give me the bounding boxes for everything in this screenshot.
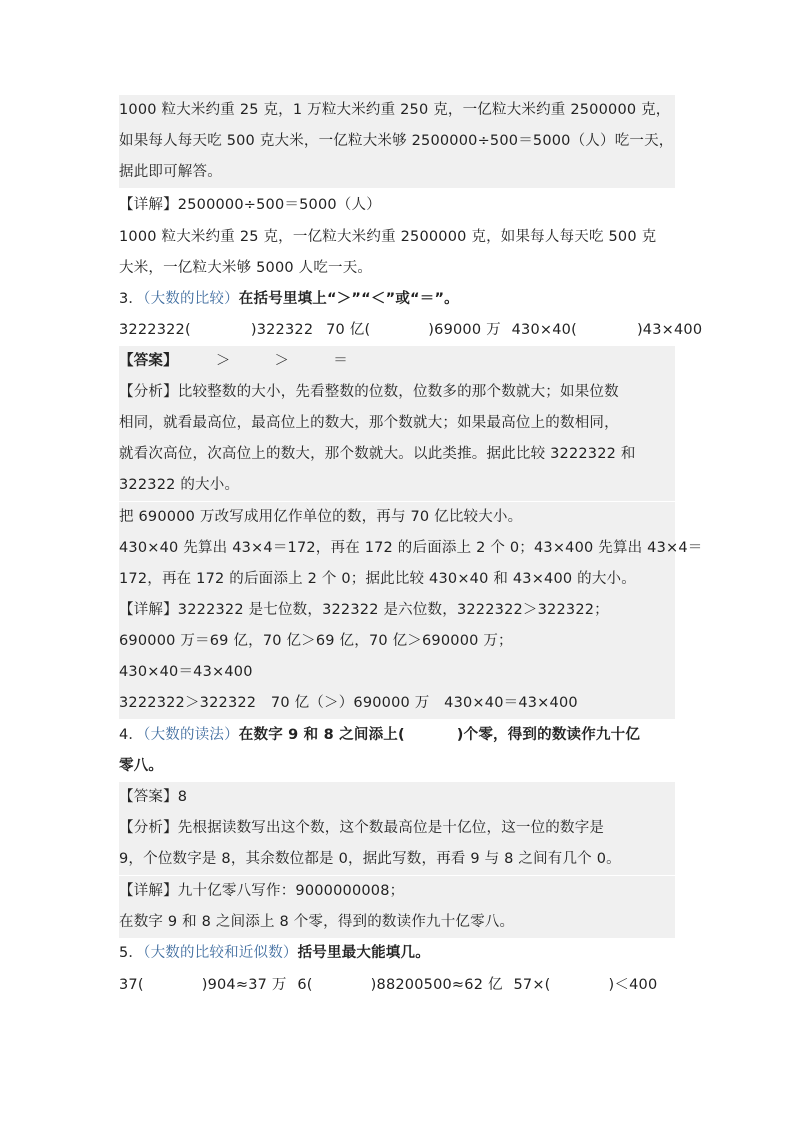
answer-label: 【答案】 [119, 353, 178, 369]
item-text: )88200500≈62 亿 [370, 977, 503, 993]
analysis-line: 【分析】比较整数的大小，先看整数的位数，位数多的那个数就大；如果位数 [119, 377, 675, 408]
topic-tag: （大数的读法） [143, 727, 239, 743]
item-text: )＜400 [608, 977, 658, 993]
item-text: )69000 万 [428, 322, 501, 338]
detail-line: 【详解】3222322 是七位数，322322 是六位数，3222322＞322322； [119, 595, 675, 626]
item-text: 57×( [513, 977, 551, 993]
question-number: 5． [119, 945, 144, 961]
question-text: 在数字 9 和 8 之间添上( [238, 727, 405, 743]
question-text: 零八。 [119, 758, 164, 774]
answer-value: ＝ [333, 353, 348, 369]
topic-tag: （大数的比较和近似数） [143, 945, 298, 961]
answer-line: 【答案】8 [119, 782, 675, 813]
text-line: 如果每人每天吃 500 克大米，一亿粒大米够 2500000÷500＝5000（人）吃一天， [119, 126, 675, 157]
detail-line: 在数字 9 和 8 之间添上 8 个零，得到的数读作九十亿零八。 [119, 907, 675, 938]
analysis-line: 172，再在 172 的后面添上 2 个 0；据此比较 430×40 和 43×400 的大小。 [119, 564, 675, 595]
topic-tag: （大数的比较） [143, 291, 239, 307]
detail-line: 690000 万＝69 亿，70 亿＞69 亿，70 亿＞690000 万； [119, 626, 675, 657]
item-text: )322322 [250, 322, 314, 338]
question-4 [119, 720, 640, 751]
detail-line: 3222322＞322322 70 亿（＞）690000 万 430×40＝43×400 [119, 688, 675, 719]
question-number: 4． [119, 727, 144, 743]
analysis-line: 430×40 先算出 43×4＝172，再在 172 的后面添上 2 个 0；43×400 先算出 43×4＝ [119, 533, 675, 564]
item-text: 3222322( [119, 322, 191, 338]
question-3-items [119, 315, 702, 346]
answer-value: ＞ [215, 353, 231, 369]
question-5 [119, 938, 430, 969]
question-number: 3． [119, 291, 144, 307]
item-text: 70 亿( [326, 322, 371, 338]
analysis-line: 【分析】先根据读数写出这个数，这个数最高位是十亿位，这一位的数字是 [119, 813, 675, 844]
text-line: 1000 粒大米约重 25 克，1 万粒大米约重 250 克，一亿粒大米约重 2500000 克， [119, 95, 675, 126]
question-4-cont [119, 751, 163, 782]
item-text: 430×40( [511, 322, 577, 338]
item-text: )904≈37 万 [201, 977, 287, 993]
text-line: 1000 粒大米约重 25 克，一亿粒大米约重 2500000 克，如果每人每天吃 500 克 [119, 229, 657, 245]
question-text: )个零，得到的数读作九十亿 [456, 727, 641, 743]
analysis-line: 相同，就看最高位，最高位上的数大，那个数就大；如果最高位上的数相同， [119, 408, 675, 439]
text-line: 据此即可解答。 [119, 157, 675, 188]
analysis-line: 322322 的大小。 [119, 470, 675, 501]
question-text: 在括号里填上“＞”“＜”或“＝”。 [238, 291, 459, 307]
answer-line [119, 346, 675, 377]
item-text: )43×400 [636, 322, 703, 338]
analysis-line: 就看次高位，次高位上的数大，那个数就大。以此类推。据此比较 3222322 和 [119, 439, 675, 470]
detail-line: 430×40＝43×400 [119, 657, 675, 688]
question-5-items [119, 970, 657, 1001]
question-text: 括号里最大能填几。 [297, 945, 430, 961]
question-3 [119, 284, 459, 315]
item-text: 37( [119, 977, 144, 993]
item-text: 6( [297, 977, 313, 993]
detail-line: 【详解】2500000÷500＝5000（人） [119, 197, 381, 213]
answer-value: ＞ [274, 353, 290, 369]
analysis-line: 9，个位数字是 8，其余数位都是 0，据此写数，再看 9 与 8 之间有几个 0。 [119, 844, 675, 875]
text-line: 大米，一亿粒大米够 5000 人吃一天。 [119, 260, 373, 276]
analysis-line: 把 690000 万改写成用亿作单位的数，再与 70 亿比较大小。 [119, 502, 675, 533]
detail-line: 【详解】九十亿零八写作：9000000008； [119, 876, 675, 907]
